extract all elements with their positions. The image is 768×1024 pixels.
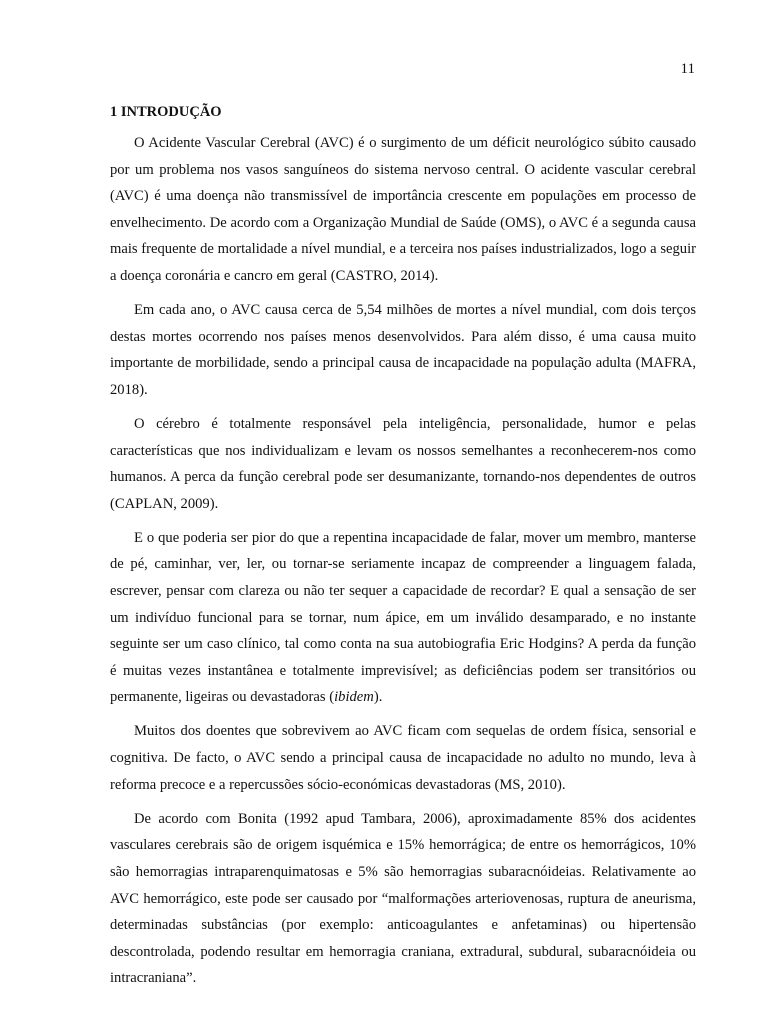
paragraph-4-end: ). [373, 689, 383, 706]
paragraph-1: O Acidente Vascular Cerebral (AVC) é o surgimento de um déficit neurológico súbito causado por um problema nos vasos sanguíneos do sistema nervoso central. O acidente vascular cerebral (AVC) é uma doença não transmissível de importância crescente em populações em processo de envelhecimento. De acordo com a Organização Mundial de Saúde (OMS), o AVC é a segunda causa mais frequente de mortalidade a nível mundial, e a terceira nos países industrializados, logo a seguir a doença coronária e cancro em geral (CASTRO, 2014). [110, 135, 696, 284]
paragraph-2: Em cada ano, o AVC causa cerca de 5,54 milhões de mortes a nível mundial, com dois terços destas mortes ocorrendo nos países menos desenvolvidos. Para além disso, é uma causa muito importante de morbilidade, sendo a principal causa de incapacidade na população adulta (MAFRA, 2018). [110, 302, 696, 398]
page-number: 11 [680, 61, 695, 77]
paragraph-5: Muitos dos doentes que sobrevivem ao AVC ficam com sequelas de ordem física, sensorial e cognitiva. De facto, o AVC sendo a principal causa de incapacidade no adulto no mundo, leva à reforma precoce e a repercussões sócio-económicas devastadoras (MS, 2010). [110, 723, 696, 793]
paragraph-3: O cérebro é totalmente responsável pela inteligência, personalidade, humor e pelas características que nos individualizam e levam os nossos semelhantes a reconhecerem-nos como humanos. A perca da função cerebral pode ser desumanizante, tornando-nos dependentes de outros (CAPLAN, 2009). [110, 415, 696, 512]
citation-ibidem: ibidem [334, 689, 374, 706]
paragraph-4-text: E o que poderia ser pior do que a repentina incapacidade de falar, mover um membro, manterse de pé, caminhar, ver, ler, ou tornar-se seriamente incapaz de compreender a linguagem falada, escrever, pensar com clareza ou não ter sequer a capacidade de recordar? E qual a sensação de ser um indivíduo funcional para se tornar, num ápice, em um inválido desamparado, e no instante seguinte ser um caso clínico, tal como conta na sua autobiografia Eric Hodgins? A perda da função é muitas vezes instantânea e totalmente imprevisível; as deficiências podem ser transitórios ou permanente, ligeiras ou devastadoras ( [110, 529, 696, 706]
paragraph-4 [110, 525, 696, 711]
section-heading: 1 INTRODUÇÃO [110, 104, 222, 120]
paragraph-6: De acordo com Bonita (1992 apud Tambara, 2006), aproximadamente 85% dos acidentes vasculares cerebrais são de origem isquémica e 15% hemorrágica; de entre os hemorrágicos, 10% são hemorragias intraparenquimatosas e 5% são hemorragias subaracnóideias. Relativamente ao AVC hemorrágico, este pode ser causado por “malformações arteriovenosas, ruptura de aneurisma, determinadas substâncias (por exemplo: anticoagulantes e anfetaminas) ou hipertensão descontrolada, podendo resultar em hemorragia craniana, extradural, subdural, subaracnóideia ou intracraniana”. [110, 810, 696, 987]
body-text [110, 130, 696, 999]
